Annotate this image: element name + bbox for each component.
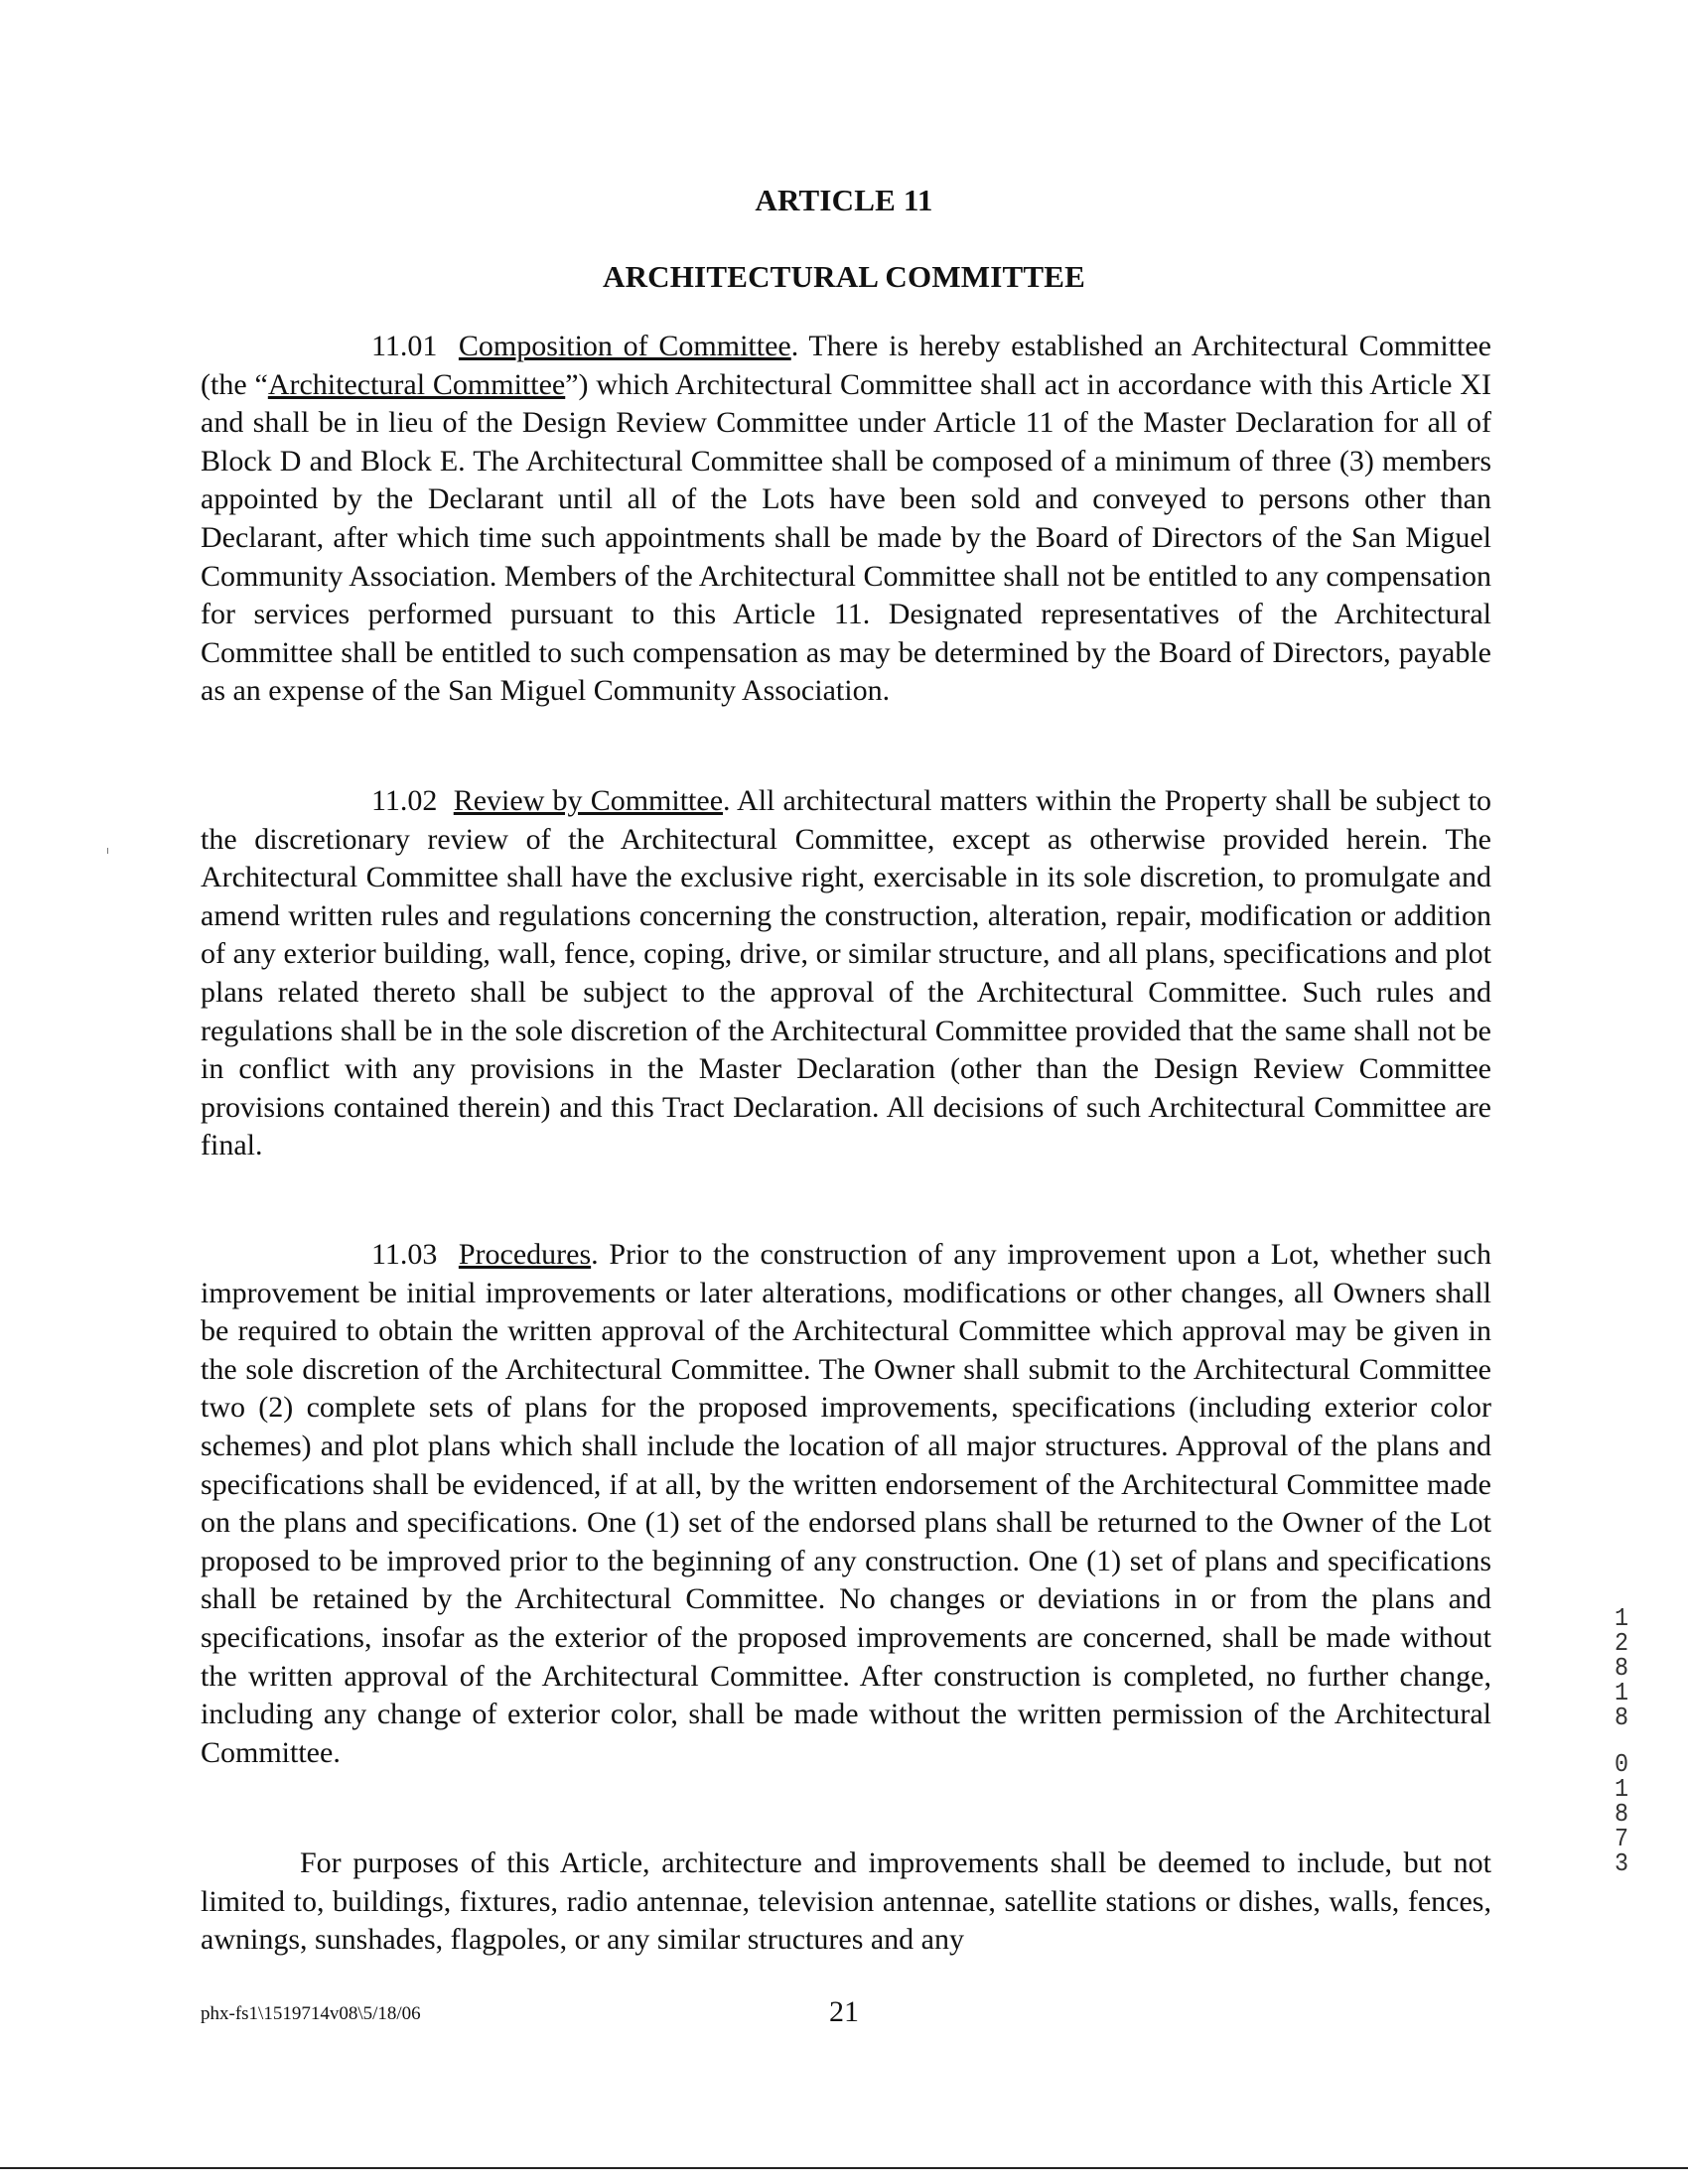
article-heading: ARTICLE 11 [755,183,933,217]
stamp-digit: 2 [1614,1628,1629,1658]
stamp-digit: 8 [1614,1653,1629,1683]
section-11-02 [201,782,1491,1165]
section-11-03-paragraph [201,1236,1491,1772]
section-title: Review by Committee [453,784,724,817]
section-11-01 [201,328,1491,711]
stamp-digit: 0 [1614,1749,1629,1779]
section-text-continued: ”) which Architectural Committee shall act in accordance with this Article XI and shall be in lieu of the Design Review Committee under Article 11 of the Master Declaration for all of Block D and Block E. The Architectural Committee shall be composed of a minimum of three (3) members appointed by the Declarant until all of the Lots have been sold and conveyed to persons other than Declarant, after which time such appointments shall be made by the Board of Directors of the San Miguel Community Association. Members of the Architectural Committee shall not be entitled to any compensation for services performed pursuant to this Article 11. Designated representatives of the Architectural Committee shall be entitled to such compensation as may be determined by the Board of Directors, payable as an expense of the San Miguel Community Association. [201,367,1491,708]
stamp-digit: 7 [1614,1824,1629,1853]
stamp-digit: 8 [1614,1703,1629,1732]
stamp-digit: 3 [1614,1848,1629,1878]
document-code: phx-fs1\1519714v08\5/18/06 [201,2003,421,2024]
page-number: 21 [829,1995,859,2028]
page-bottom-rule [0,2167,1688,2169]
section-11-01-paragraph [201,328,1491,711]
recording-number-stamp [1607,1603,1636,1878]
section-text: . All architectural matters within the Property shall be subject to the discretionary review of the Architectural Committee, except as otherwise provided herein. The Architectural Committee shall have the exclusive right, exercisable in its sole discretion, to promulgate and amend written rules and regulations concerning the construction, alteration, repair, modification or addition of any exterior building, wall, fence, coping, drive, or similar structure, and all plans, specifications and plot plans related thereto shall be subject to the approval of the Architectural Committee. Such rules and regulations shall be in the sole discretion of the Architectural Committee provided that the same shall not be in conflict with any provisions in the Master Declaration (other than the Design Review Committee provisions contained therein) and this Tract Declaration. All decisions of such Architectural Committee are final. [201,784,1491,1162]
section-text: . There is hereby established an Architectural Committee (the “ [201,330,1491,401]
stamp-digit: 1 [1614,1678,1629,1707]
stamp-digit: 1 [1614,1603,1629,1633]
article-title: ARCHITECTURAL COMMITTEE [602,259,1086,294]
closing-section [201,1844,1491,1960]
section-11-02-paragraph [201,782,1491,1165]
scan-artifact [107,848,108,854]
section-title: Procedures [458,1238,592,1271]
defined-term: Architectural Committee [267,367,566,401]
section-number: 11.01 [371,330,438,362]
section-number: 11.02 [371,784,438,817]
section-title: Composition of Committee [458,330,791,362]
closing-paragraph: For purposes of this Article, architecture and improvements shall be deemed to include, but not limited to, buildings, fixtures, radio antennae, television antennae, satellite stations or dishes, walls, fences, awnings, sunshades, flagpoles, or any similar structures and any [201,1846,1491,1957]
section-11-03 [201,1236,1491,1772]
stamp-digit: 8 [1614,1799,1629,1829]
section-text: . Prior to the construction of any improvement upon a Lot, whether such improvement be initial improvements or later alterations, modifications or other changes, all Owners shall be required to obtain the written approval of the Architectural Committee which approval may be given in the sole discretion of the Architectural Committee. The Owner shall submit to the Architectural Committee two (2) complete sets of plans for the proposed improvements, specifications (including exterior color schemes) and plot plans which shall include the location of all major structures. Approval of the plans and specifications shall be evidenced, if at all, by the written endorsement of the Architectural Committee made on the plans and specifications. One (1) set of the endorsed plans shall be returned to the Owner of the Lot proposed to be improved prior to the beginning of any construction. One (1) set of plans and specifications shall be retained by the Architectural Committee. No changes or deviations in or from the plans and specifications, insofar as the exterior of the proposed improvements are concerned, shall be made without the written approval of the Architectural Committee. After construction is completed, no further change, including any change of exterior color, shall be made without the written permission of the Architectural Committee. [201,1238,1491,1769]
stamp-digit: 1 [1614,1774,1629,1804]
section-number: 11.03 [371,1238,438,1271]
